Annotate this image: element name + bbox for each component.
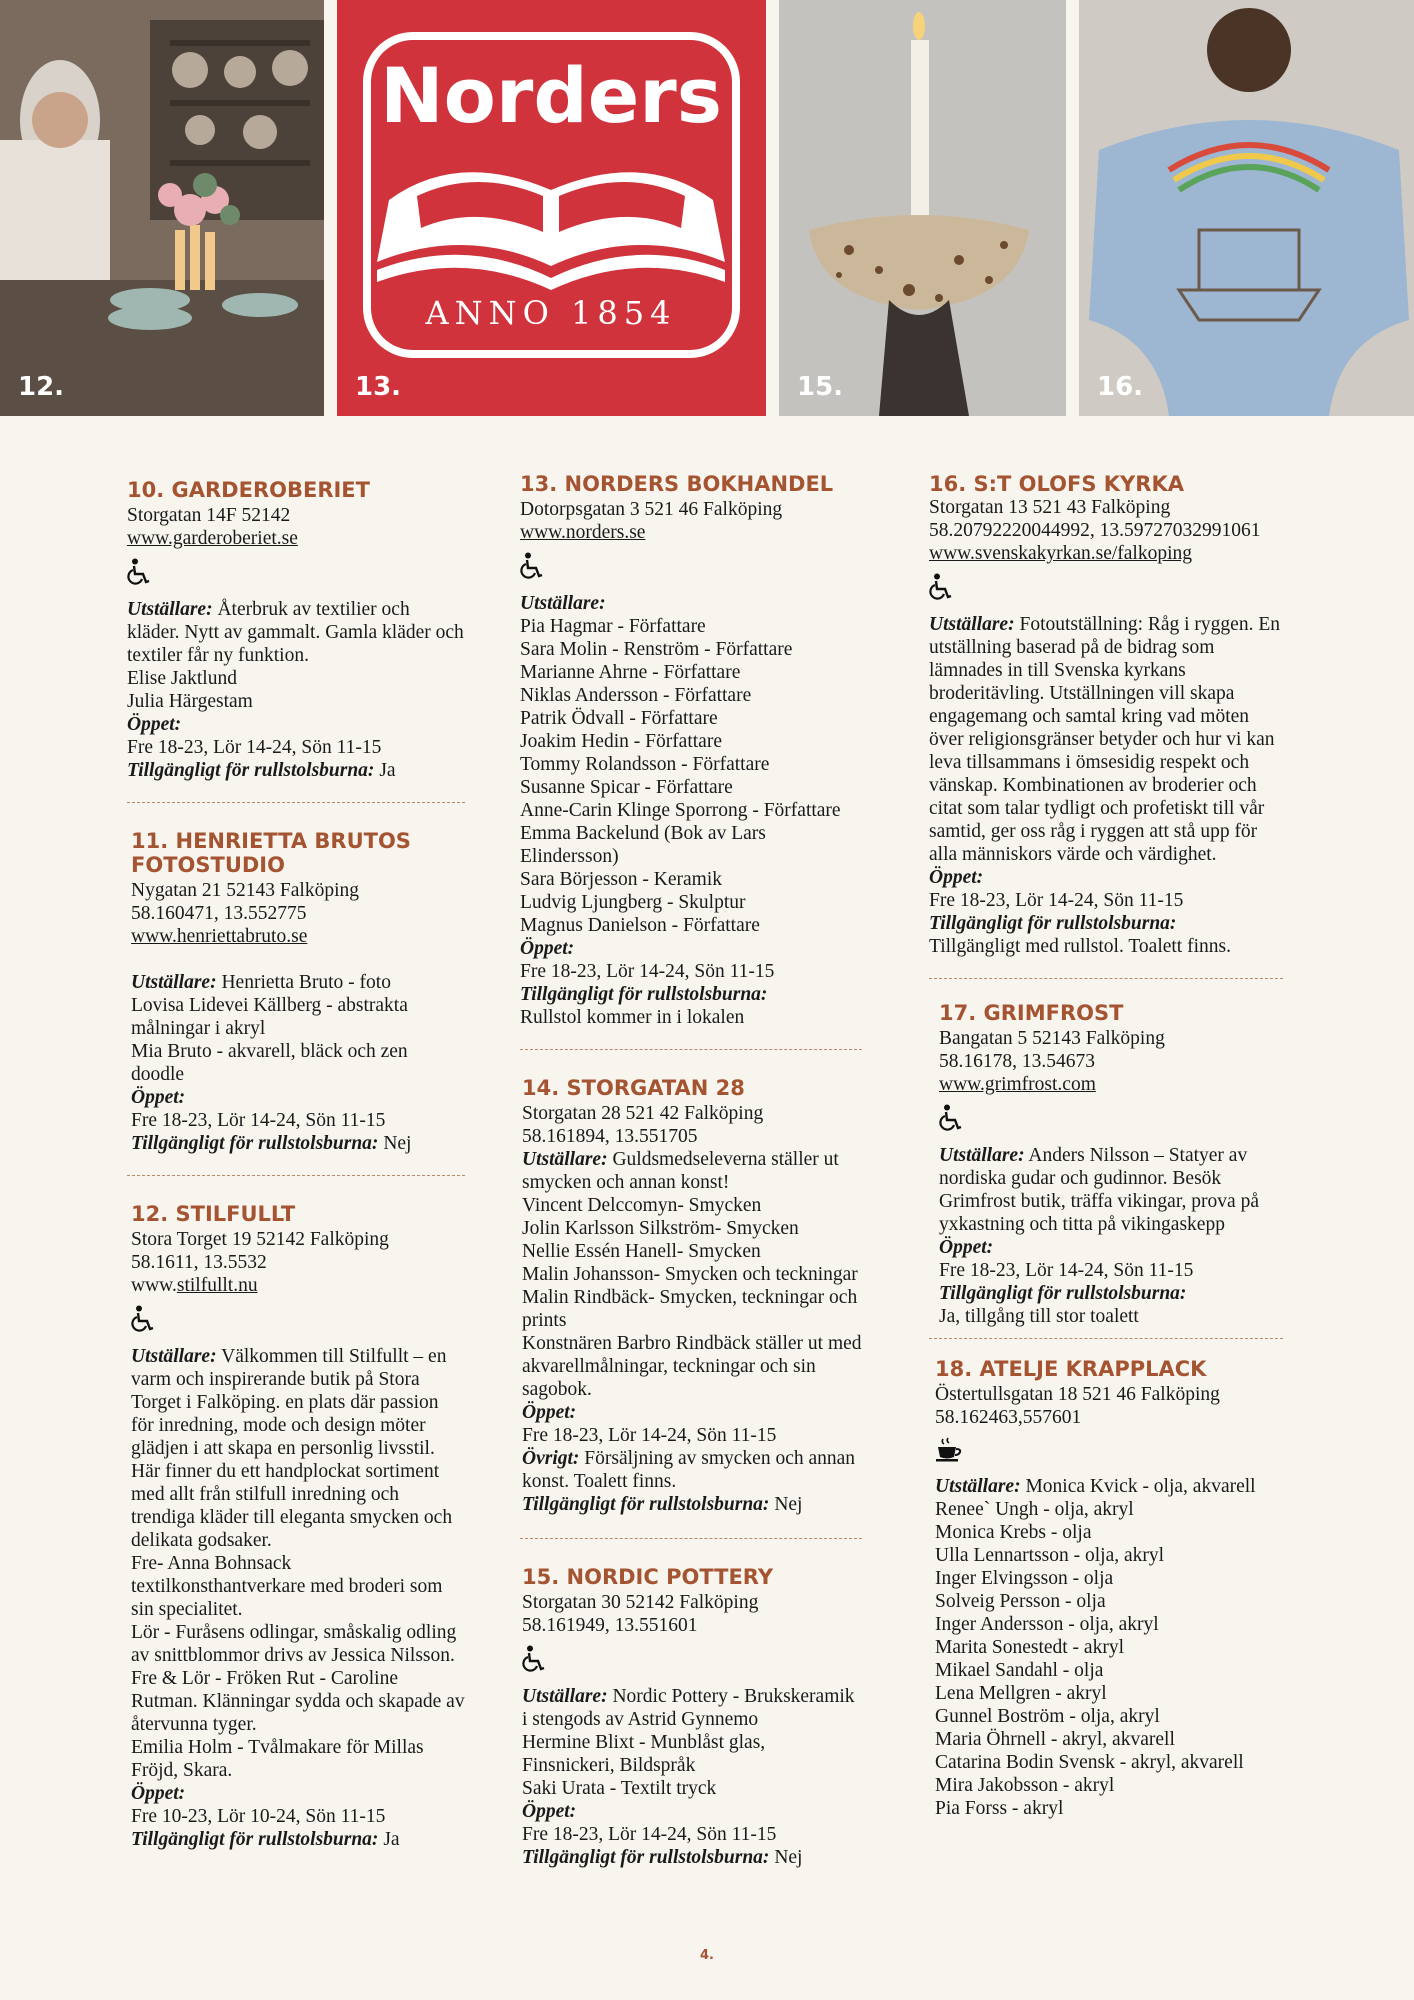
divider	[127, 1175, 465, 1176]
opening-hours: Fre 10-23, Lör 10-24, Sön 11-15	[131, 1806, 386, 1827]
person: Lör - Furåsens odlingar, småskalig odling av snittblommor drivs av Jessica Nilsson.	[131, 1622, 457, 1666]
access-label: Tillgängligt för rullstolsburna:	[929, 913, 1177, 934]
person: Maria Öhrnell - akryl, akvarell	[935, 1729, 1175, 1750]
wheelchair-icon	[939, 1104, 1283, 1138]
address: Nygatan 21 52143 Falköping	[131, 880, 360, 901]
coordinates: 58.16178, 13.54673	[939, 1051, 1095, 1072]
access-label: Tillgängligt för rullstolsburna:	[131, 1133, 379, 1154]
listing-16	[929, 472, 1283, 958]
person: Marita Sonestedt - akryl	[935, 1637, 1124, 1658]
exhibitor-label: Utställare:	[520, 593, 606, 614]
person: Joakim Hedin - Författare	[520, 731, 722, 752]
wheelchair-icon	[131, 1305, 465, 1339]
divider	[929, 978, 1283, 979]
wheelchair-icon	[929, 573, 1283, 607]
candle-bowl-illustration	[779, 0, 1066, 416]
exhibitor-label: Utställare:	[131, 1346, 217, 1367]
access-label: Tillgängligt för rullstolsburna:	[939, 1283, 1187, 1304]
access-value: Nej	[383, 1133, 412, 1154]
person: Sara Molin - Renström - Författare	[520, 639, 793, 660]
exhibitor-label: Utställare:	[939, 1145, 1025, 1166]
exhibitor-text: Henrietta Bruto - foto	[221, 972, 391, 993]
access-label: Tillgängligt för rullstolsburna:	[131, 1829, 379, 1850]
website-link[interactable]: www.garderoberiet.se	[127, 528, 298, 549]
exhibitor-text: Guldsmedseleverna ställer ut smycken och annan konst!	[522, 1149, 839, 1193]
exhibitor-label: Utställare:	[131, 972, 217, 993]
open-label: Öppet:	[520, 938, 575, 959]
opening-hours: Fre 18-23, Lör 14-24, Sön 11-15	[522, 1824, 777, 1845]
person: Julia Härgestam	[127, 691, 253, 712]
person: Emilia Holm - Tvålmakare för Millas Fröjd, Skara.	[131, 1737, 424, 1781]
coordinates: 58.1611, 13.5532	[131, 1252, 267, 1273]
listing-title: 11. HENRIETTA BRUTOS FOTOSTUDIO	[131, 829, 411, 877]
address: Storgatan 13 521 43 Falköping	[929, 497, 1171, 518]
website-link[interactable]: www.grimfrost.com	[939, 1074, 1096, 1095]
person: Konstnären Barbro Rindbäck ställer ut med akvarellmålningar, teckningar och sin sagobok.	[522, 1333, 862, 1400]
opening-hours: Fre 18-23, Lör 14-24, Sön 11-15	[939, 1260, 1194, 1281]
exhibitor-label: Utställare:	[522, 1686, 608, 1707]
divider	[520, 1538, 862, 1539]
address: Storgatan 14F 52142	[127, 505, 291, 526]
listing-14	[520, 1076, 862, 1516]
photo-shop-interior	[0, 0, 324, 416]
access-value: Nej	[774, 1847, 803, 1868]
listing-title: 15. NORDIC POTTERY	[522, 1565, 774, 1589]
listing-title: 16. S:T OLOFS KYRKA	[929, 472, 1184, 496]
access-value: Nej	[774, 1494, 803, 1515]
person: Lovisa Lidevei Källberg - abstrakta målningar i akryl	[131, 995, 408, 1039]
address: Bangatan 5 52143 Falköping	[939, 1028, 1165, 1049]
shop-interior-illustration	[0, 0, 324, 416]
opening-hours: Fre 18-23, Lör 14-24, Sön 11-15	[522, 1425, 777, 1446]
listing-title: 12. STILFULLT	[131, 1202, 296, 1226]
access-value: Rullstol kommer in i lokalen	[520, 1007, 745, 1028]
access-label: Tillgängligt för rullstolsburna:	[522, 1494, 770, 1515]
address: Stora Torget 19 52142 Falköping	[131, 1229, 389, 1250]
address: Storgatan 28 521 42 Falköping	[522, 1103, 764, 1124]
opening-hours: Fre 18-23, Lör 14-24, Sön 11-15	[520, 961, 775, 982]
listing-12	[127, 1202, 465, 1851]
exhibitor-label: Utställare:	[929, 614, 1015, 635]
wheelchair-icon	[522, 1645, 862, 1679]
access-value: Ja, tillgång till stor toalett	[939, 1306, 1139, 1327]
coordinates: 58.161949, 13.551601	[522, 1615, 698, 1636]
person: Malin Johansson- Smycken och teckningar	[522, 1264, 858, 1285]
website-link[interactable]: www.norders.se	[520, 522, 646, 543]
exhibitor-text: Nordic Pottery - Brukskeramik i stengods av Astrid Gynnemo	[522, 1686, 855, 1730]
page-number: 4.	[700, 1948, 714, 1963]
photo-number: 16.	[1097, 372, 1144, 402]
norders-logo	[337, 0, 766, 416]
column-2	[520, 472, 862, 1869]
person: Patrik Ödvall - Författare	[520, 708, 718, 729]
exhibitor-text: Återbruk av textilier och kläder. Nytt av gammalt. Gamla kläder och textiler får ny funktion.	[127, 599, 464, 666]
listing-title: 14. STORGATAN 28	[522, 1076, 745, 1100]
photo-embroidered-jacket	[1079, 0, 1414, 416]
person: Mira Jakobsson - akryl	[935, 1775, 1115, 1796]
photo-number: 15.	[797, 372, 844, 402]
person: Marianne Ahrne - Författare	[520, 662, 741, 683]
access-label: Tillgängligt för rullstolsburna:	[127, 760, 375, 781]
photo-norders-logo	[337, 0, 766, 416]
exhibitor-label: Utställare:	[522, 1149, 608, 1170]
embroidered-jacket-illustration	[1079, 0, 1414, 416]
person: Emma Backelund (Bok av Lars Elindersson)	[520, 823, 766, 867]
person: Nellie Essén Hanell- Smycken	[522, 1241, 761, 1262]
listing-18	[929, 1357, 1283, 1820]
person: Renee` Ungh - olja, akryl	[935, 1499, 1134, 1520]
opening-hours: Fre 18-23, Lör 14-24, Sön 11-15	[131, 1110, 386, 1131]
person: Fre- Anna Bohnsack textilkonsthantverkare med broderi som sin specialitet.	[131, 1553, 443, 1620]
coordinates: 58.162463,557601	[935, 1407, 1082, 1428]
person: Malin Rindbäck- Smycken, teckningar och prints	[522, 1287, 858, 1331]
coordinates: 58.160471, 13.552775	[131, 903, 307, 924]
person: Susanne Spicar - Författare	[520, 777, 733, 798]
access-label: Tillgängligt för rullstolsburna:	[522, 1847, 770, 1868]
website-link[interactable]: www.svenskakyrkan.se/falkoping	[929, 543, 1193, 564]
coordinates: 58.161894, 13.551705	[522, 1126, 698, 1147]
person: Tommy Rolandsson - Författare	[520, 754, 770, 775]
coffee-cup-icon	[935, 1437, 1283, 1469]
person: Sara Börjesson - Keramik	[520, 869, 722, 890]
access-value: Tillgängligt med rullstol. Toalett finns.	[929, 936, 1231, 957]
person: Vincent Delccomyn- Smycken	[522, 1195, 762, 1216]
access-value: Ja	[383, 1829, 400, 1850]
person: Hermine Blixt - Munblåst glas, Finsnickeri, Bildspråk	[522, 1732, 766, 1776]
other-label: Övrigt:	[522, 1448, 580, 1469]
access-label: Tillgängligt för rullstolsburna:	[520, 984, 768, 1005]
person: Fre & Lör - Fröken Rut - Caroline Rutman. Klänningar sydda och skapade av återvunna tyger.	[131, 1668, 465, 1735]
listing-title: 13. NORDERS BOKHANDEL	[520, 472, 834, 496]
exhibitor-label: Utställare:	[127, 599, 213, 620]
photo-number: 13.	[355, 372, 402, 402]
listing-title: 17. GRIMFROST	[939, 1001, 1124, 1025]
person: Monica Krebs - olja	[935, 1522, 1092, 1543]
exhibitor-text: Monica Kvick - olja, akvarell	[1025, 1476, 1256, 1497]
divider	[520, 1049, 862, 1050]
website-prefix: www.	[131, 1275, 177, 1296]
person: Ulla Lennartsson - olja, akryl	[935, 1545, 1165, 1566]
person: Anne-Carin Klinge Sporrong - Författare	[520, 800, 841, 821]
person: Ludvig Ljungberg - Skulptur	[520, 892, 746, 913]
listing-17	[929, 1001, 1283, 1328]
website-link[interactable]: www.henriettabruto.se	[131, 926, 308, 947]
open-label: Öppet:	[127, 714, 182, 735]
open-label: Öppet:	[929, 867, 984, 888]
photo-candle-bowl	[779, 0, 1066, 416]
exhibitor-text: Välkommen till Stilfullt – en varm och inspirerande butik på Stora Torget i Falköping. en plats där passion för inredning, mode och design möter glädjen i att skapa en personlig livsstil. Här finner du ett handplockat sortiment med allt från stilfull inredning och trendiga kläder till eleganta smycken och delikata godsaker.	[131, 1346, 453, 1551]
listing-title: 10. GARDEROBERIET	[127, 478, 370, 502]
opening-hours: Fre 18-23, Lör 14-24, Sön 11-15	[127, 737, 382, 758]
exhibitor-text: Anders Nilsson – Statyer av nordiska gudar och gudinnor. Besök Grimfrost butik, träffa vikingar, prova på yxkastning och titta på vikingaskepp	[939, 1145, 1259, 1235]
wheelchair-icon	[520, 552, 862, 586]
person: Pia Forss - akryl	[935, 1798, 1064, 1819]
divider	[127, 802, 465, 803]
person: Solveig Persson - olja	[935, 1591, 1106, 1612]
address: Storgatan 30 52142 Falköping	[522, 1592, 759, 1613]
website-link[interactable]: stilfullt.nu	[176, 1275, 258, 1296]
person: Magnus Danielson - Författare	[520, 915, 760, 936]
open-label: Öppet:	[131, 1087, 186, 1108]
photo-number: 12.	[18, 372, 65, 402]
person: Inger Andersson - olja, akryl	[935, 1614, 1159, 1635]
divider	[929, 1338, 1283, 1339]
person: Mia Bruto - akvarell, bläck och zen doodle	[131, 1041, 408, 1085]
wheelchair-icon	[127, 558, 465, 592]
person: Niklas Andersson - Författare	[520, 685, 752, 706]
person: Jolin Karlsson Silkström- Smycken	[522, 1218, 799, 1239]
column-1	[127, 478, 465, 1851]
exhibitor-text: Fotoutställning: Råg i ryggen. En utställning baserad på de bidrag som lämnades in till Svenska kyrkans broderitävling. Utställningen vill skapa engagemang och samtal kring vad möten över religionsgränser betyder och hur vi kan leva tillsammans i ömsesidig respekt och vänskap. Kombinationen av broderier och citat som talar tydligt och profetiskt till vår samtid, ger oss råg i ryggen att stå upp för alla människors värde och värdighet.	[929, 614, 1280, 865]
opening-hours: Fre 18-23, Lör 14-24, Sön 11-15	[929, 890, 1184, 911]
logo-wordmark: Norders	[380, 51, 722, 140]
address: Östertullsgatan 18 521 46 Falköping	[935, 1384, 1220, 1405]
listing-13	[520, 472, 862, 1029]
listing-title: 18. ATELJE KRAPPLACK	[935, 1357, 1207, 1381]
open-label: Öppet:	[522, 1801, 577, 1822]
person: Mikael Sandahl - olja	[935, 1660, 1104, 1681]
listing-11	[127, 829, 465, 1155]
person: Lena Mellgren - akryl	[935, 1683, 1107, 1704]
coordinates: 58.20792220044992, 13.59727032991061	[929, 520, 1261, 541]
column-3	[929, 472, 1283, 1820]
person: Elise Jaktlund	[127, 668, 237, 689]
other-text: Försäljning av smycken och annan konst. Toalett finns.	[522, 1448, 856, 1492]
open-label: Öppet:	[522, 1402, 577, 1423]
listing-10	[127, 478, 465, 782]
person: Gunnel Boström - olja, akryl	[935, 1706, 1160, 1727]
exhibitor-label: Utställare:	[935, 1476, 1021, 1497]
open-label: Öppet:	[939, 1237, 994, 1258]
open-label: Öppet:	[131, 1783, 186, 1804]
person: Inger Elvingsson - olja	[935, 1568, 1114, 1589]
listing-15	[520, 1565, 862, 1869]
logo-tagline: ANNO 1854	[425, 294, 677, 332]
person: Pia Hagmar - Författare	[520, 616, 706, 637]
address: Dotorpsgatan 3 521 46 Falköping	[520, 499, 783, 520]
person: Catarina Bodin Svensk - akryl, akvarell	[935, 1752, 1244, 1773]
access-value: Ja	[379, 760, 396, 781]
person: Saki Urata - Textilt tryck	[522, 1778, 717, 1799]
